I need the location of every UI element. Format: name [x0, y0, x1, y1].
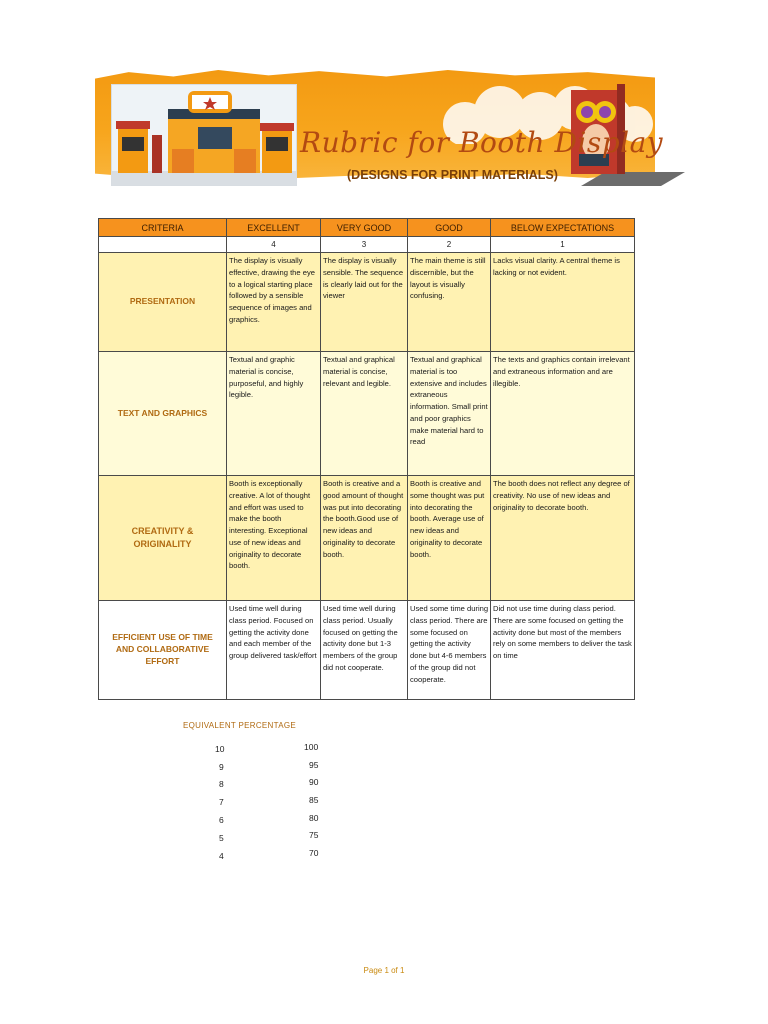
description-cell: The main theme is still discernible, but the layout is visually confusing.	[408, 253, 491, 352]
description-cell: Used some time during class period. There are some focused on getting the activity done but 4-6 members of the group did not cooperate.	[408, 601, 491, 700]
header-very-good: VERY GOOD	[321, 219, 408, 237]
header-below-expectations: BELOW EXPECTATIONS	[491, 219, 635, 237]
description-cell: Textual and graphic material is concise, purposeful, and highly legible.	[227, 352, 321, 476]
score-cell: 2	[408, 237, 491, 253]
header-good: GOOD	[408, 219, 491, 237]
description-cell: Used time well during class period. Focused on getting the activity done and each member of the group delivered task/effort	[227, 601, 321, 700]
equivalent-score: 5	[219, 833, 224, 843]
equivalent-percent: 90	[309, 777, 319, 787]
description-cell: Booth is exceptionally creative. A lot of thought and effort was used to make the booth interesting. Exceptional use of new ideas and originality to decorate booth.	[227, 476, 321, 601]
equivalent-percent: 85	[309, 795, 319, 805]
table-row	[99, 601, 635, 700]
equivalent-score: 10	[215, 744, 225, 754]
table-row	[99, 253, 635, 352]
description-cell: Booth is creative and some thought was put into decorating the booth. Average use of new ideas and originality to decorate booth.	[408, 476, 491, 601]
description-cell: Did not use time during class period. There are some focused on getting the activity done but most of the members rely on some members to deliver the task on time	[491, 601, 635, 700]
equivalent-score: 8	[219, 779, 224, 789]
equivalent-percentage-title: EQUIVALENT PERCENTAGE	[183, 721, 296, 730]
equivalent-percent: 75	[309, 830, 319, 840]
equivalent-score: 4	[219, 851, 224, 861]
header-banner	[95, 62, 685, 202]
equivalent-percent: 100	[304, 742, 319, 752]
page-title: Rubric for Booth Display	[300, 126, 664, 159]
page-number: Page 1 of 1	[363, 966, 405, 975]
description-cell: Booth is creative and a good amount of thought was put into decorating the booth.Good use of new ideas and originality to decorate booth.	[321, 476, 408, 601]
equivalent-score: 6	[219, 815, 224, 825]
equivalent-percent: 80	[309, 813, 319, 823]
score-row	[99, 237, 635, 253]
score-cell-empty	[99, 237, 227, 253]
equivalent-score: 9	[219, 762, 224, 772]
criteria-cell: CREATIVITY & ORIGINALITY	[99, 476, 227, 601]
criteria-cell: PRESENTATION	[99, 253, 227, 352]
description-cell: Textual and graphical material is too extensive and includes extraneous information. Small print and poor graphics make material hard to read	[408, 352, 491, 476]
description-cell: Used time well during class period. Usually focused on getting the activity done but 1-3 members of the group did not cooperate.	[321, 601, 408, 700]
criteria-cell: EFFICIENT USE OF TIME AND COLLABORATIVE EFFORT	[99, 601, 227, 700]
booth-image	[112, 85, 297, 186]
score-cell: 3	[321, 237, 408, 253]
booth-illustration	[111, 84, 297, 186]
header-row	[99, 219, 635, 237]
equivalent-percent: 70	[309, 848, 319, 858]
description-cell: The display is visually effective, drawing the eye to a logical starting place followed by a sensible sequence of images and graphics.	[227, 253, 321, 352]
score-cell: 4	[227, 237, 321, 253]
description-cell: Lacks visual clarity. A central theme is lacking or not evident.	[491, 253, 635, 352]
equivalent-score: 7	[219, 797, 224, 807]
equivalent-percent: 95	[309, 760, 319, 770]
criteria-cell: TEXT AND GRAPHICS	[99, 352, 227, 476]
page-subtitle: (DESIGNS FOR PRINT MATERIALS)	[347, 168, 558, 182]
table-row	[99, 476, 635, 601]
rubric-table	[98, 218, 635, 700]
description-cell: The texts and graphics contain irrelevant and extraneous information and are illegible.	[491, 352, 635, 476]
description-cell: Textual and graphical material is concise, relevant and legible.	[321, 352, 408, 476]
score-cell: 1	[491, 237, 635, 253]
header-excellent: EXCELLENT	[227, 219, 321, 237]
table-row	[99, 352, 635, 476]
header-criteria: CRITERIA	[99, 219, 227, 237]
description-cell: The booth does not reflect any degree of creativity. No use of new ideas and originality to decorate booth.	[491, 476, 635, 601]
description-cell: The display is visually sensible. The sequence is clearly laid out for the viewer	[321, 253, 408, 352]
